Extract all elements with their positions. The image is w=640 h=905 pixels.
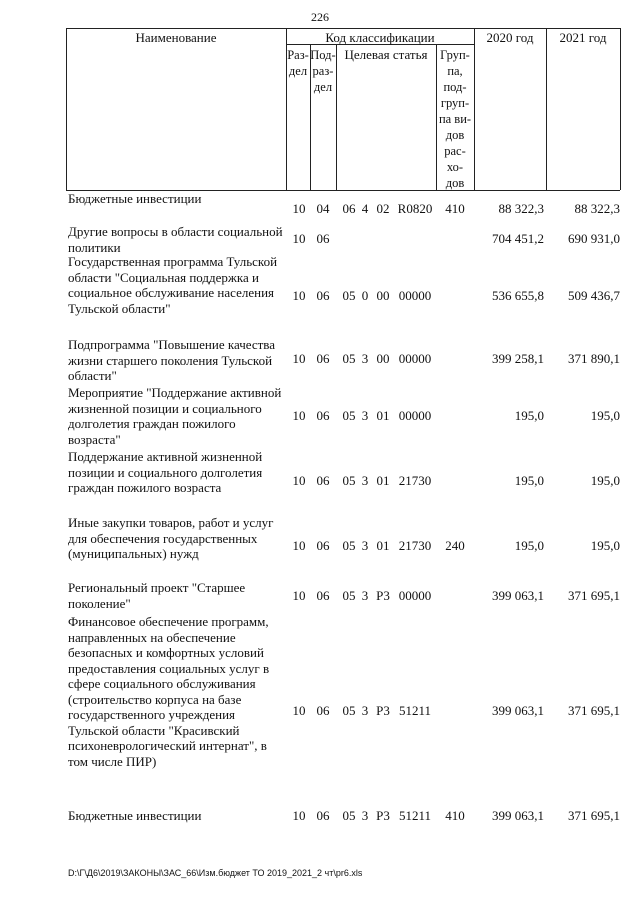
row-razdel: 10 [292, 473, 306, 488]
row-target-1: 05 [342, 351, 356, 366]
row-razdel: 10 [292, 808, 306, 823]
row-podrazdel: 06 [316, 588, 330, 603]
row-value-2021: 195,0 [590, 538, 620, 553]
row-vid: 410 [445, 201, 465, 216]
row-razdel: 10 [292, 538, 306, 553]
row-podrazdel: 06 [316, 408, 330, 423]
header-vid: Груп- па, под- груп- па ви- дов рас- хо- дов [438, 48, 472, 190]
row-podrazdel: 06 [316, 703, 330, 718]
row-razdel: 10 [292, 231, 306, 246]
row-target-2: 3 [361, 588, 369, 603]
row-target-1: 05 [342, 588, 356, 603]
row-target-4: 51211 [398, 808, 432, 823]
row-target-4: 00000 [398, 351, 432, 366]
row-razdel: 10 [292, 408, 306, 423]
header-code-group: Код классификации [325, 30, 435, 45]
row-value-2020: 399 063,1 [492, 703, 544, 718]
row-name: Поддержание активной жизненной позиции и социального долголетия граждан пожилого возраста [68, 449, 263, 495]
row-value-2020: 88 322,3 [498, 201, 544, 216]
row-name: Мероприятие "Поддержание активной жизненной позиции и социального долголетия граждан пожилого возраста" [68, 385, 282, 447]
row-target-2: 4 [361, 201, 369, 216]
row-podrazdel: 06 [316, 288, 330, 303]
row-vid: 240 [445, 538, 465, 553]
row-razdel: 10 [292, 201, 306, 216]
row-name: Иные закупки товаров, работ и услуг для обеспечения государственных (муниципальных) нужд [68, 515, 274, 561]
row-name: Подпрограмма "Повышение качества жизни старшего поколения Тульской области" [68, 337, 276, 383]
row-value-2021: 509 436,7 [568, 288, 620, 303]
row-target-4: 21730 [398, 473, 432, 488]
row-name: Другие вопросы в области социальной политики [68, 224, 283, 255]
header-2021: 2021 год [559, 30, 607, 45]
row-target-2: 3 [361, 538, 369, 553]
row-podrazdel: 04 [316, 201, 330, 216]
row-podrazdel: 06 [316, 538, 330, 553]
row-target-1: 05 [342, 473, 356, 488]
row-target-3: 01 [376, 538, 390, 553]
row-target-4: 00000 [398, 288, 432, 303]
row-razdel: 10 [292, 588, 306, 603]
row-name: Бюджетные инвестиции [68, 808, 202, 823]
header-tselevaya: Целевая статья [344, 47, 428, 62]
row-value-2021: 371 890,1 [568, 351, 620, 366]
row-target-3: 00 [376, 288, 390, 303]
row-target-1: 05 [342, 538, 356, 553]
row-value-2021: 371 695,1 [568, 588, 620, 603]
row-podrazdel: 06 [316, 351, 330, 366]
row-value-2020: 399 063,1 [492, 808, 544, 823]
row-value-2020: 195,0 [514, 538, 544, 553]
page-number: 226 [311, 10, 329, 24]
row-target-3: 02 [376, 201, 390, 216]
row-target-3: 01 [376, 408, 390, 423]
row-target-1: 05 [342, 288, 356, 303]
row-value-2020: 704 451,2 [492, 231, 544, 246]
row-target-2: 3 [361, 351, 369, 366]
row-target-4: R0820 [397, 201, 433, 216]
row-target-4: 00000 [398, 588, 432, 603]
row-value-2020: 536 655,8 [492, 288, 544, 303]
row-target-3: P3 [376, 588, 390, 603]
row-target-4: 51211 [398, 703, 432, 718]
row-target-2: 0 [361, 288, 369, 303]
row-target-3: P3 [376, 808, 390, 823]
row-target-3: 01 [376, 473, 390, 488]
row-value-2020: 399 063,1 [492, 588, 544, 603]
row-name: Бюджетные инвестиции [68, 191, 202, 206]
row-target-1: 06 [342, 201, 356, 216]
row-value-2021: 690 931,0 [568, 231, 620, 246]
row-razdel: 10 [292, 351, 306, 366]
row-target-1: 05 [342, 808, 356, 823]
row-target-2: 3 [361, 808, 369, 823]
row-name: Государственная программа Тульской области "Социальная поддержка и социальное обслуживание населения Тульской области" [68, 254, 278, 316]
row-target-4: 21730 [398, 538, 432, 553]
row-target-2: 3 [361, 408, 369, 423]
header-podrazdel: Под- раз- дел [310, 48, 336, 94]
row-value-2020: 195,0 [514, 473, 544, 488]
row-name: Финансовое обеспечение программ, направленных на обеспечение безопасных и комфортных условий предоставления социальных услуг в сфере социального обслуживания (строительство корпуса на базе государственного учреждения Тульской области "Красивский психоневрологический интернат", в том числе ПИР) [68, 614, 270, 769]
row-target-1: 05 [342, 703, 356, 718]
row-value-2021: 195,0 [590, 473, 620, 488]
row-value-2021: 371 695,1 [568, 808, 620, 823]
row-target-1: 05 [342, 408, 356, 423]
row-podrazdel: 06 [316, 473, 330, 488]
row-razdel: 10 [292, 288, 306, 303]
row-value-2020: 399 258,1 [492, 351, 544, 366]
row-vid: 410 [445, 808, 465, 823]
row-target-3: P3 [376, 703, 390, 718]
row-target-3: 00 [376, 351, 390, 366]
row-target-2: 3 [361, 703, 369, 718]
row-target-2: 3 [361, 473, 369, 488]
row-podrazdel: 06 [316, 231, 330, 246]
row-podrazdel: 06 [316, 808, 330, 823]
row-value-2021: 88 322,3 [574, 201, 620, 216]
header-name: Наименование [135, 30, 217, 45]
row-value-2021: 371 695,1 [568, 703, 620, 718]
row-razdel: 10 [292, 703, 306, 718]
row-target-4: 00000 [398, 408, 432, 423]
footer-file-path: D:\Г\Д6\2019\ЗАКОНЫ\ЗАС_66\Изм.бюджет ТО 2019_2021_2 чт\pr6.xls [68, 868, 363, 878]
header-2020: 2020 год [486, 30, 534, 45]
row-name: Региональный проект "Старшее поколение" [68, 580, 246, 611]
row-value-2021: 195,0 [590, 408, 620, 423]
row-value-2020: 195,0 [514, 408, 544, 423]
header-razdel: Раз- дел [287, 48, 309, 78]
